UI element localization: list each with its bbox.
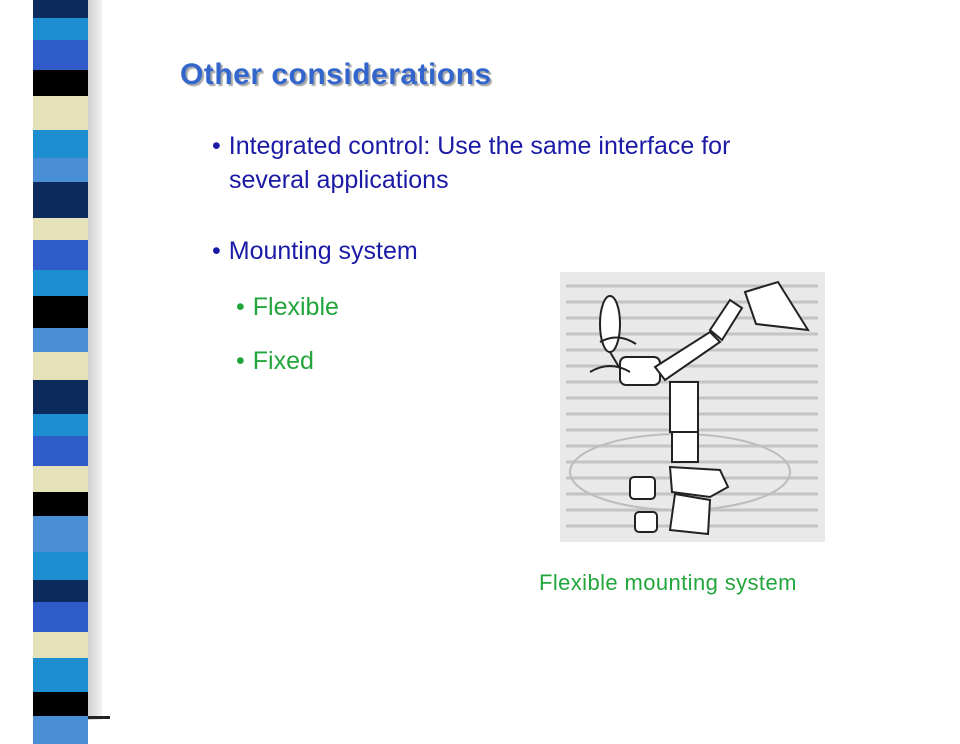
stripe-segment (33, 70, 88, 96)
stripe-shadow (88, 0, 102, 720)
stripe-segment (33, 18, 88, 40)
bullet-integrated-control (212, 129, 892, 197)
bullet-dot: • (212, 237, 221, 265)
bullet-mounting-system (212, 234, 418, 268)
sub-bullet-text: Flexible (252, 293, 339, 321)
stripe-segment (33, 182, 88, 218)
stripe-segment (33, 96, 88, 130)
sub-bullet-text: Fixed (252, 347, 314, 375)
decorative-stripe (0, 0, 100, 720)
stripe-segment (33, 516, 88, 552)
stripe-segment (33, 270, 88, 296)
stripe-segment (33, 352, 88, 380)
page-title: Other considerations (180, 58, 492, 91)
stripe-segment (33, 40, 88, 70)
bullet-text: Mounting system (228, 237, 418, 265)
figure-caption: Flexible mounting system (539, 570, 797, 595)
stripe-segment (33, 240, 88, 270)
bullet-dot: • (212, 132, 221, 160)
stripe-segment (33, 218, 88, 240)
stripe-segment (33, 552, 88, 580)
stripe-segment (33, 414, 88, 436)
stripe-segment (33, 380, 88, 414)
bullet-text: Integrated control: Use the same interface for (228, 132, 731, 160)
stripe-segment (33, 466, 88, 492)
bullet-dot: • (236, 293, 245, 321)
stripe-segment (33, 716, 88, 744)
bullet-dot: • (236, 347, 245, 375)
stripe-segment (33, 692, 88, 716)
stripe-segment (33, 436, 88, 466)
stripe-segment (33, 158, 88, 182)
stripe-segment (33, 0, 88, 18)
stripe-segment (33, 296, 88, 328)
stripe-segment (33, 328, 88, 352)
stripe-segment (33, 492, 88, 516)
stripe-segment (33, 632, 88, 658)
bullet-continuation: several applications (229, 166, 449, 194)
sub-bullet-flexible (236, 290, 339, 324)
stripe-segment (33, 580, 88, 602)
mounting-arm-illustration (560, 272, 825, 542)
sub-bullet-fixed (236, 344, 314, 378)
stripe-segment (33, 602, 88, 632)
stripe-tick (88, 716, 110, 719)
mounting-arm-drawing (560, 272, 825, 542)
stripe-segment (33, 130, 88, 158)
stripe-segment (33, 658, 88, 692)
